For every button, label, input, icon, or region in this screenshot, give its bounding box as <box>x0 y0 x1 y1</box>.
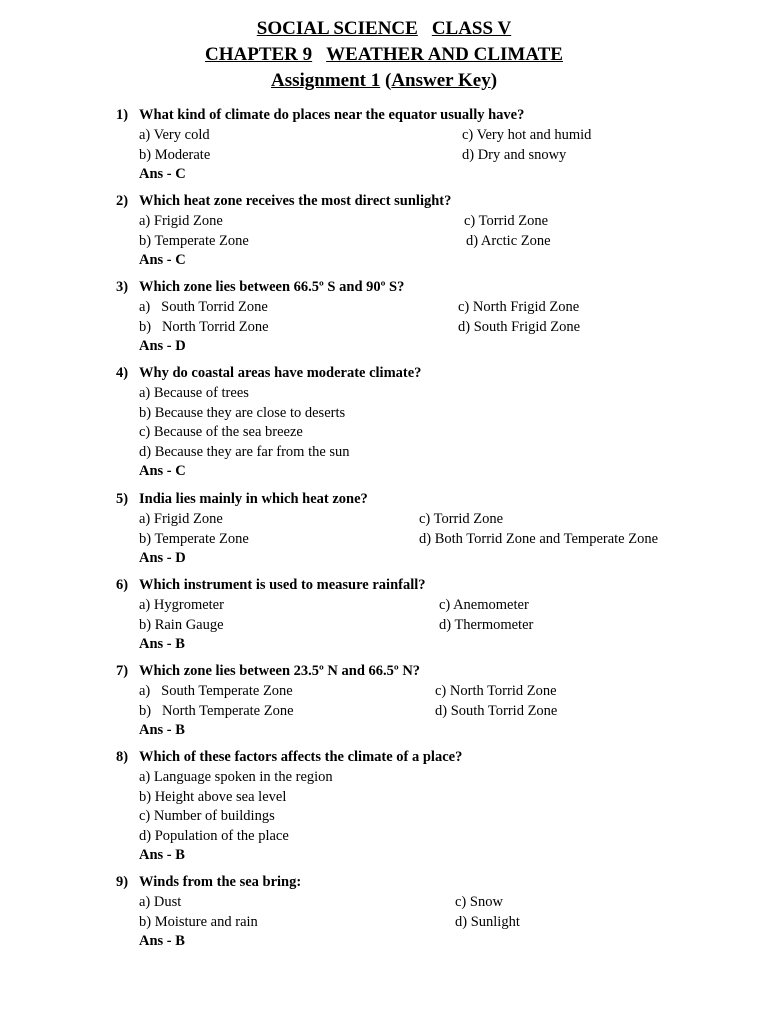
subject-title: SOCIAL SCIENCE <box>256 18 418 39</box>
option-c: c) Very hot and humid <box>462 127 592 143</box>
question-number: 4) <box>116 365 129 381</box>
option-d: d) Arctic Zone <box>466 232 551 249</box>
question-text: Why do coastal areas have moderate climate? <box>139 365 422 381</box>
option-a: a) Frigid Zone <box>139 511 223 527</box>
option-d: d) Thermometer <box>439 616 534 633</box>
question-text: Which zone lies between 23.5º N and 66.5º N? <box>139 663 421 679</box>
option-c: c) North Torrid Zone <box>435 683 557 699</box>
chapter-number: CHAPTER 9 <box>205 44 313 65</box>
option-d: d) South Frigid Zone <box>458 318 581 335</box>
question-text: Which zone lies between 66.5º S and 90º S? <box>139 279 405 295</box>
question-number: 6) <box>116 577 129 593</box>
option-a: a) South Temperate Zone <box>139 683 293 699</box>
answer-label: Ans - D <box>139 550 186 566</box>
option-a: a) Frigid Zone <box>139 213 223 229</box>
question-block <box>0 490 768 569</box>
question-number: 3) <box>116 279 129 295</box>
option-a: a) Very cold <box>139 127 210 143</box>
question-text: What kind of climate do places near the equator usually have? <box>139 107 525 123</box>
answer-label: Ans - C <box>139 166 186 182</box>
question-number: 2) <box>116 193 129 209</box>
option-b: b) North Torrid Zone <box>139 318 269 335</box>
chapter-title: WEATHER AND CLIMATE <box>326 44 563 65</box>
question-block <box>0 278 768 357</box>
option-b: b) Temperate Zone <box>139 232 249 249</box>
option-b: b) Because they are close to deserts <box>139 404 346 421</box>
answer-label: Ans - B <box>139 847 185 863</box>
header-line-chapter <box>0 42 768 68</box>
assignment-title: Assignment 1 <box>270 70 381 91</box>
option-d: d) South Torrid Zone <box>435 702 558 719</box>
option-b: b) Moisture and rain <box>139 913 258 930</box>
option-d: d) Population of the place <box>139 827 289 844</box>
open-paren: ( <box>384 70 392 91</box>
answer-label: Ans - B <box>139 722 185 738</box>
question-block <box>0 192 768 271</box>
option-d: d) Both Torrid Zone and Temperate Zone <box>419 530 659 547</box>
question-block <box>0 873 768 952</box>
question-number: 5) <box>116 491 129 507</box>
option-a: a) Because of trees <box>139 385 249 401</box>
option-c: c) Because of the sea breeze <box>139 424 303 440</box>
question-number: 1) <box>116 107 129 123</box>
answer-label: Ans - C <box>139 252 186 268</box>
option-b: b) Moderate <box>139 146 211 163</box>
question-block <box>0 106 768 185</box>
header-line-subject <box>0 16 768 42</box>
question-block <box>0 662 768 741</box>
option-c: c) Torrid Zone <box>419 511 504 527</box>
option-a: a) Hygrometer <box>139 597 224 613</box>
option-a: a) South Torrid Zone <box>139 299 268 315</box>
answer-label: Ans - D <box>139 338 186 354</box>
option-c: c) Torrid Zone <box>464 213 549 229</box>
class-title: CLASS V <box>431 18 512 39</box>
option-c: c) Anemometer <box>439 597 529 613</box>
question-number: 9) <box>116 874 129 890</box>
question-text: Which heat zone receives the most direct sunlight? <box>139 193 452 209</box>
option-d: d) Sunlight <box>455 913 520 930</box>
question-text: India lies mainly in which heat zone? <box>139 491 368 507</box>
option-b: b) Temperate Zone <box>139 530 249 547</box>
close-paren: ) <box>490 70 498 91</box>
option-b: b) North Temperate Zone <box>139 702 294 719</box>
question-block <box>0 364 768 482</box>
option-a: a) Language spoken in the region <box>139 769 333 785</box>
option-d: d) Because they are far from the sun <box>139 443 350 460</box>
answer-label: Ans - C <box>139 463 186 479</box>
option-c: c) Number of buildings <box>139 808 275 824</box>
option-b: b) Rain Gauge <box>139 616 224 633</box>
option-a: a) Dust <box>139 894 182 910</box>
question-number: 8) <box>116 749 129 765</box>
question-text: Which instrument is used to measure rainfall? <box>139 577 426 593</box>
answer-label: Ans - B <box>139 636 185 652</box>
option-c: c) Snow <box>455 894 503 910</box>
question-text: Winds from the sea bring: <box>139 874 302 890</box>
question-text: Which of these factors affects the climate of a place? <box>139 749 463 765</box>
question-block <box>0 576 768 655</box>
question-block <box>0 748 768 866</box>
question-number: 7) <box>116 663 129 679</box>
option-c: c) North Frigid Zone <box>458 299 580 315</box>
document-header <box>0 16 768 94</box>
header-line-assignment <box>0 68 768 94</box>
answer-label: Ans - B <box>139 933 185 949</box>
option-d: d) Dry and snowy <box>462 146 567 163</box>
option-b: b) Height above sea level <box>139 788 287 805</box>
answer-key-label: Answer Key <box>391 70 491 91</box>
